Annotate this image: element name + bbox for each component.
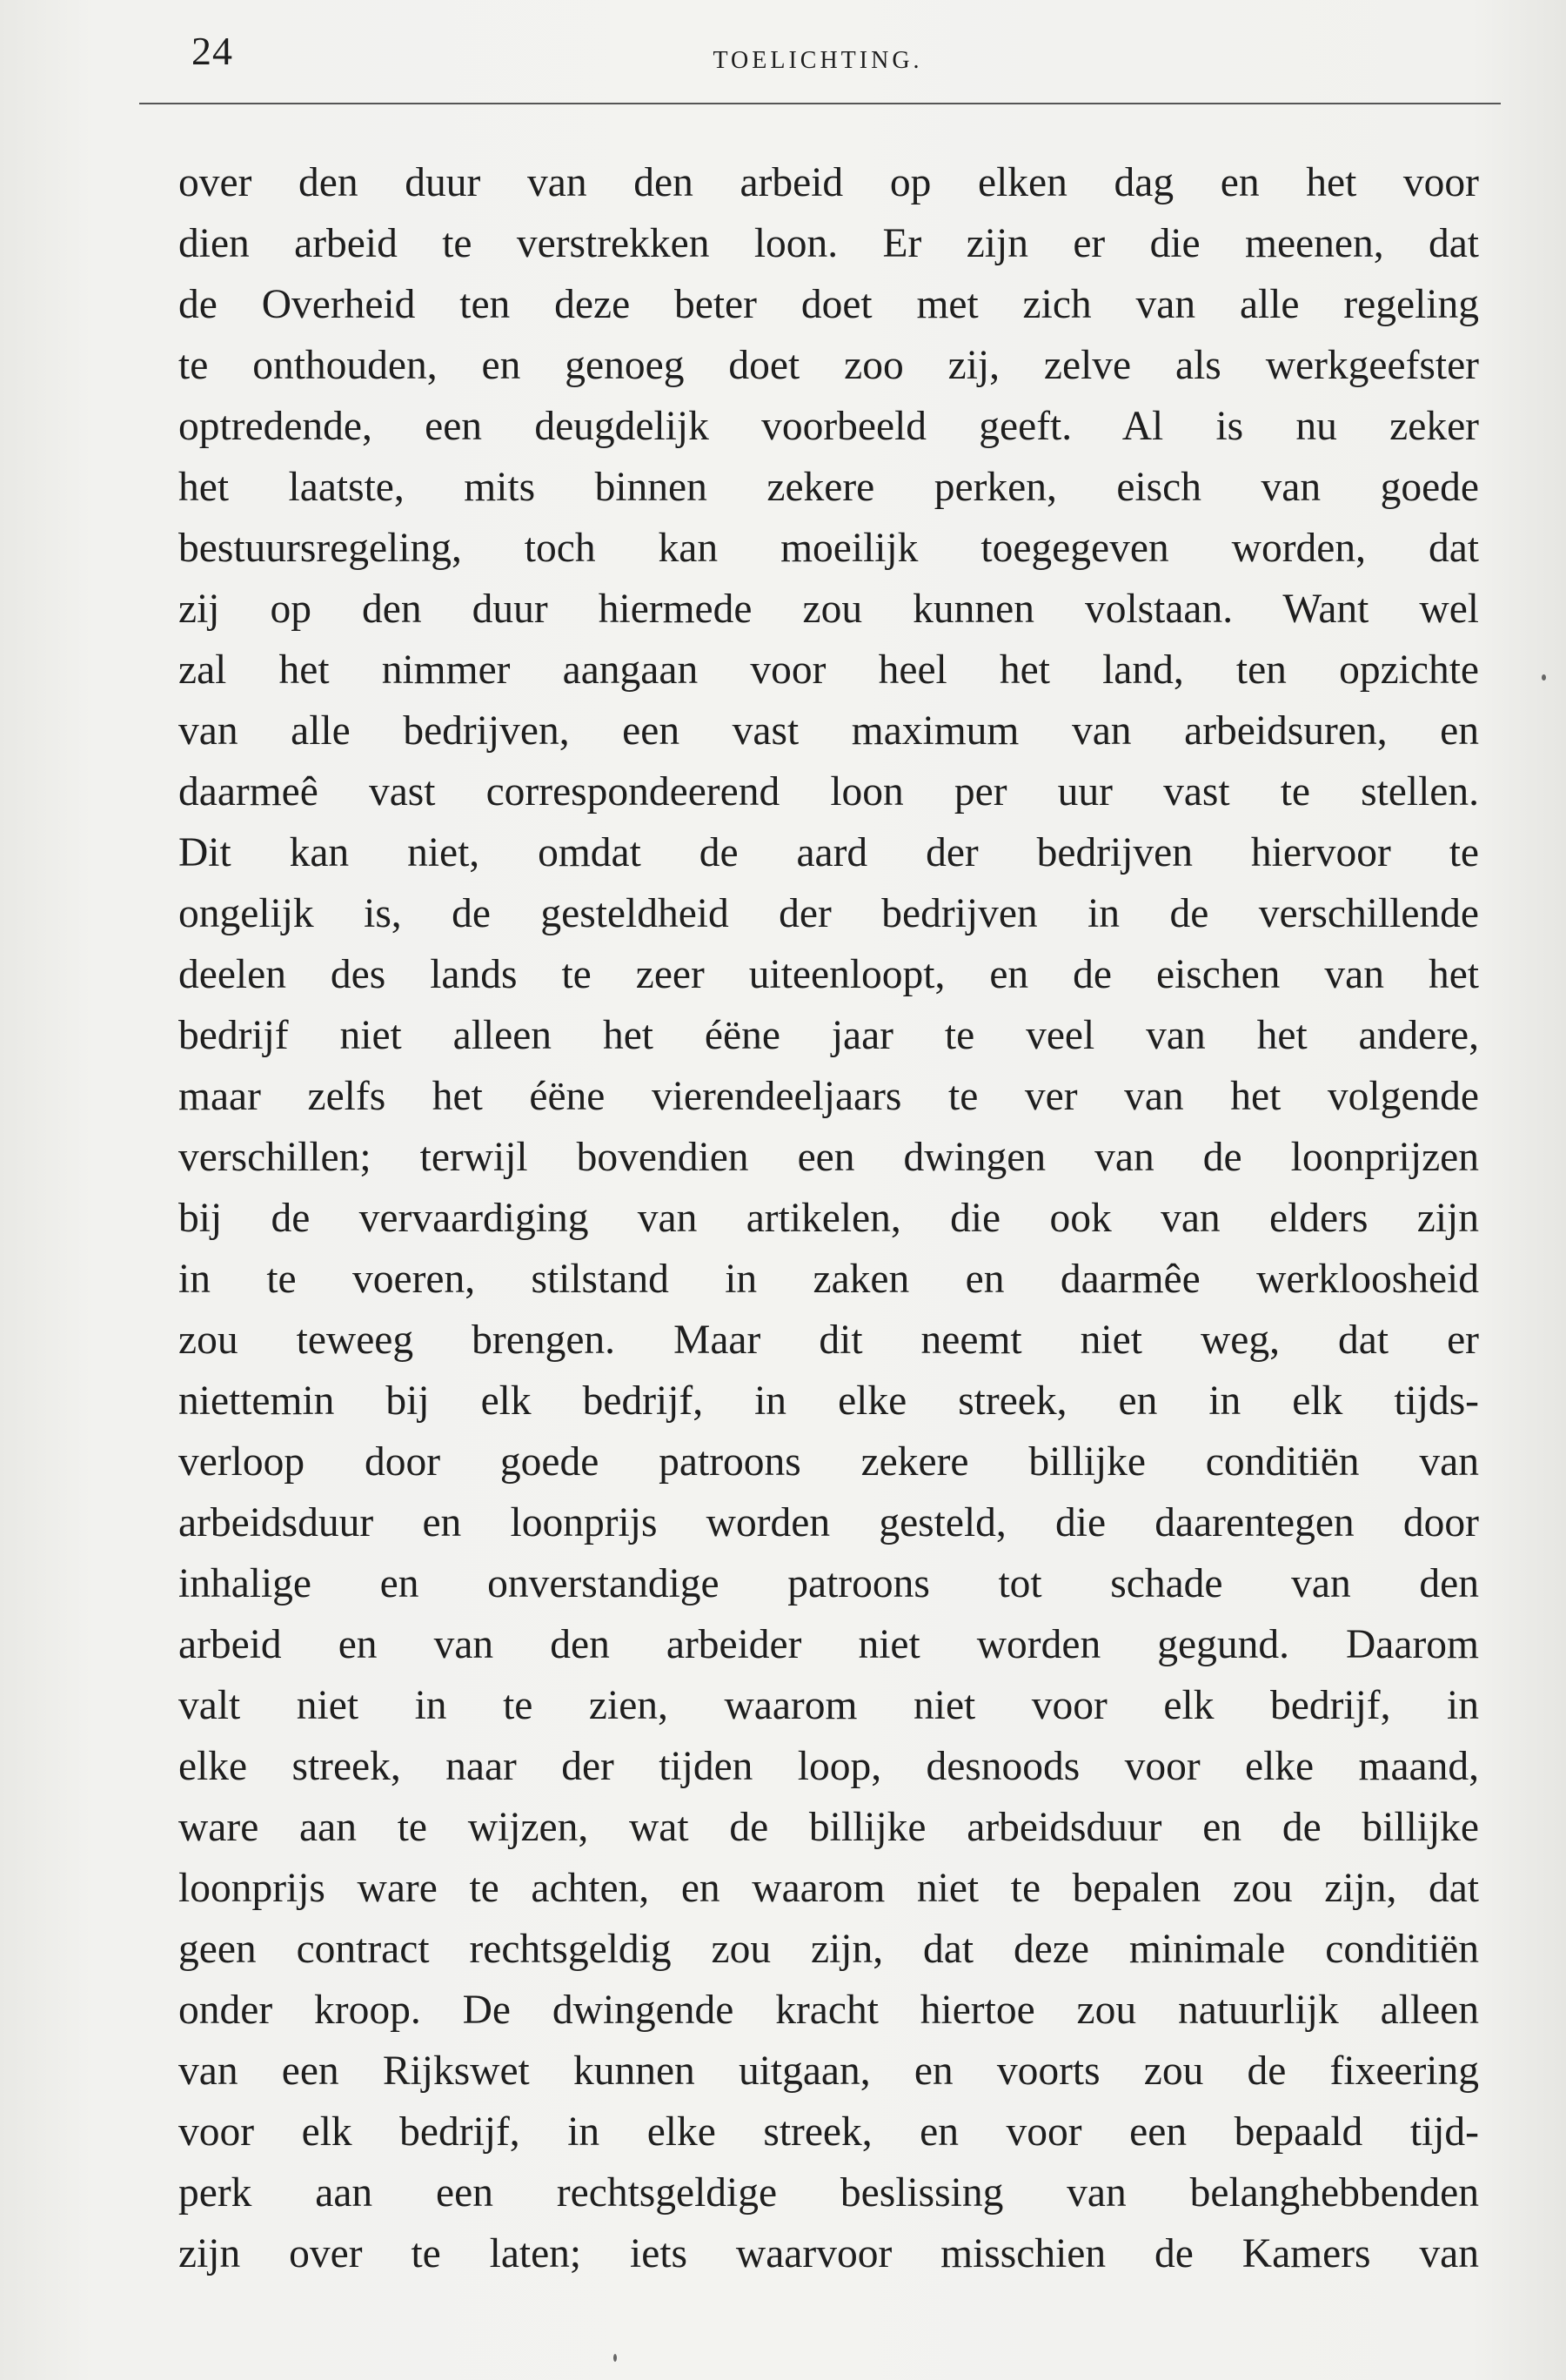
text-line: over den duur van den arbeid op elken dag en het voor bbox=[178, 160, 1479, 205]
text-line: ware aan te wijzen, wat de billijke arbeidsduur en de billijke bbox=[178, 1805, 1479, 1850]
text-line: van alle bedrijven, een vast maximum van arbeidsuren, en bbox=[178, 708, 1479, 754]
text-line: valt niet in te zien, waarom niet voor elk bedrijf, in bbox=[178, 1683, 1479, 1728]
text-line: onder kroop. De dwingende kracht hiertoe zou natuurlijk alleen bbox=[178, 1988, 1479, 2033]
text-line: verloop door goede patroons zekere billijke conditiën van bbox=[178, 1439, 1479, 1485]
paper-speck bbox=[613, 2354, 617, 2362]
text-line: ongelijk is, de gesteldheid der bedrijven in de verschillende bbox=[178, 891, 1479, 936]
text-line: te onthouden, en genoeg doet zoo zij, zelve als werkgeefster bbox=[178, 343, 1479, 388]
text-line: in te voeren, stilstand in zaken en daarmêe werkloosheid bbox=[178, 1257, 1479, 1302]
running-title: TOELICHTING. bbox=[713, 47, 923, 74]
text-line: zou teweeg brengen. Maar dit neemt niet weg, dat er bbox=[178, 1317, 1479, 1363]
text-line: niettemin bij elk bedrijf, in elke streek, en in elk tijds- bbox=[178, 1378, 1479, 1424]
text-line: bedrijf niet alleen het éëne jaar te veel van het andere, bbox=[178, 1013, 1479, 1058]
text-line: zal het nimmer aangaan voor heel het land, ten opzichte bbox=[178, 647, 1479, 693]
paper-speck bbox=[1542, 674, 1546, 680]
text-line: optredende, een deugdelijk voorbeeld geeft. Al is nu zeker bbox=[178, 404, 1479, 449]
text-line: loonprijs ware te achten, en waarom niet te bepalen zou zijn, dat bbox=[178, 1866, 1479, 1911]
text-line: verschillen; terwijl bovendien een dwingen van de loonprijzen bbox=[178, 1135, 1479, 1180]
text-line: zij op den duur hiermede zou kunnen volstaan. Want wel bbox=[178, 587, 1479, 632]
text-line: deelen des lands te zeer uiteenloopt, en de eischen van het bbox=[178, 952, 1479, 997]
text-line: bij de vervaardiging van artikelen, die ook van elders zijn bbox=[178, 1196, 1479, 1241]
text-line: arbeidsduur en loonprijs worden gesteld, die daarentegen door bbox=[178, 1500, 1479, 1545]
body-text bbox=[178, 152, 1479, 2284]
text-line: voor elk bedrijf, in elke streek, en voor een bepaald tijd- bbox=[178, 2109, 1479, 2155]
text-line: van een Rijkswet kunnen uitgaan, en voorts zou de fixeering bbox=[178, 2048, 1479, 2094]
header-rule bbox=[139, 103, 1501, 104]
text-line: perk aan een rechtsgeldige beslissing van belanghebbenden bbox=[178, 2170, 1479, 2216]
text-line: geen contract rechtsgeldig zou zijn, dat deze minimale conditiën bbox=[178, 1927, 1479, 1972]
page-number: 24 bbox=[191, 29, 233, 73]
text-line: maar zelfs het éëne vierendeeljaars te ver van het volgende bbox=[178, 1074, 1479, 1119]
text-line: zijn over te laten; iets waarvoor misschien de Kamers van bbox=[178, 2231, 1479, 2276]
text-line: bestuursregeling, toch kan moeilijk toegegeven worden, dat bbox=[178, 526, 1479, 571]
running-head bbox=[139, 19, 1496, 89]
text-line: daarmeê vast correspondeerend loon per uur vast te stellen. bbox=[178, 769, 1479, 815]
text-line: arbeid en van den arbeider niet worden gegund. Daarom bbox=[178, 1622, 1479, 1667]
text-line: Dit kan niet, omdat de aard der bedrijven hiervoor te bbox=[178, 830, 1479, 875]
text-line: dien arbeid te verstrekken loon. Er zijn er die meenen, dat bbox=[178, 221, 1479, 266]
text-line: het laatste, mits binnen zekere perken, eisch van goede bbox=[178, 465, 1479, 510]
text-line: de Overheid ten deze beter doet met zich van alle regeling bbox=[178, 282, 1479, 327]
text-line: elke streek, naar der tijden loop, desnoods voor elke maand, bbox=[178, 1744, 1479, 1789]
text-line: inhalige en onverstandige patroons tot schade van den bbox=[178, 1561, 1479, 1606]
